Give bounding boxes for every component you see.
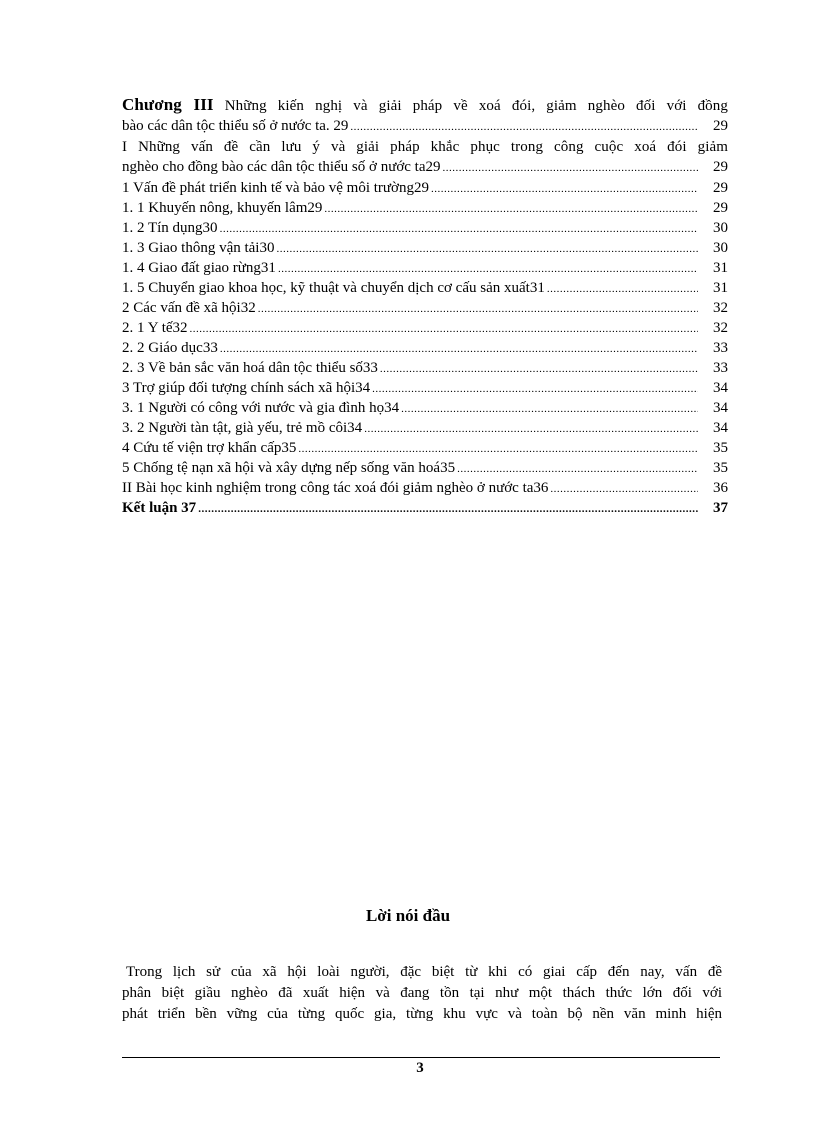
toc-entry[interactable]	[122, 398, 728, 418]
toc-page-number: 31	[713, 260, 728, 276]
toc-leader-dots	[350, 117, 698, 137]
paragraph-line: phát triển bền vững của từng quốc gia, từng khu vực và toàn bộ nền văn minh hiện	[122, 1006, 722, 1022]
chapter-label: Chương III	[122, 95, 214, 114]
toc-leader-dots	[457, 459, 698, 479]
toc-entry-text: 4 Cứu tế viện trợ khẩn cấp35	[122, 440, 297, 456]
toc-entry-line	[122, 498, 728, 519]
paragraph-line: phân biệt giầu nghèo đã xuất hiện và đang tồn tại như một thách thức lớn đối với	[122, 985, 722, 1001]
toc-entry-line	[122, 238, 728, 259]
toc-entry[interactable]	[122, 278, 728, 298]
toc-entry-text: 2. 2 Giáo dục33	[122, 340, 218, 356]
page-number: 3	[416, 1060, 424, 1076]
toc-entry-line: I Những vấn đề cần lưu ý và giải pháp khắc phục trong công cuộc xoá đói giảm	[122, 139, 728, 155]
toc-page-number: 34	[713, 380, 728, 396]
toc-page-number: 34	[713, 420, 728, 436]
toc-leader-dots	[324, 199, 698, 219]
toc-page-number: 29	[713, 118, 728, 134]
chapter-title-text: Những kiến nghị và giải pháp về xoá đói, giảm nghèo đối với đồng	[224, 98, 728, 114]
toc-entry[interactable]	[122, 198, 728, 218]
toc-page-number: 33	[713, 340, 728, 356]
toc-leader-dots	[372, 379, 698, 399]
toc-entry[interactable]	[122, 258, 728, 278]
toc-entry-line	[122, 218, 728, 239]
toc-entry-text: nghèo cho đồng bào các dân tộc thiểu số ở nước ta29	[122, 159, 441, 175]
toc-leader-dots	[198, 499, 698, 519]
toc-entry[interactable]	[122, 298, 728, 318]
toc-page-number: 33	[713, 360, 728, 376]
toc-entry-text: 2. 3 Về bản sắc văn hoá dân tộc thiểu số33	[122, 360, 378, 376]
toc-entry[interactable]	[122, 338, 728, 358]
toc-entry-line	[122, 258, 728, 279]
toc-entry-line	[122, 298, 728, 319]
toc-leader-dots	[190, 319, 698, 339]
toc-entry-line	[122, 95, 728, 116]
toc-entry-line	[122, 438, 728, 459]
toc-page-number: 35	[713, 460, 728, 476]
toc-leader-dots	[550, 479, 698, 499]
toc-entry-conclusion[interactable]	[122, 498, 728, 518]
toc-entry-line	[122, 178, 728, 199]
toc-entry-text: II Bài học kinh nghiệm trong công tác xoá đói giảm nghèo ở nước ta36	[122, 480, 549, 496]
toc-entry-line	[122, 318, 728, 339]
toc-entry-text: 2 Các vấn đề xã hội32	[122, 300, 256, 316]
toc-entry-line	[122, 418, 728, 439]
toc-leader-dots	[298, 439, 698, 459]
toc-entry-line	[122, 378, 728, 399]
toc-entry-line	[122, 478, 728, 499]
toc-entry-text: 1. 4 Giao đất giao rừng31	[122, 260, 276, 276]
toc-leader-dots	[443, 158, 699, 178]
toc-page-number: 32	[713, 320, 728, 336]
toc-entry[interactable]	[122, 418, 728, 438]
toc-page-number: 29	[713, 159, 728, 175]
toc-entry[interactable]	[122, 318, 728, 338]
toc-page-number: 34	[713, 400, 728, 416]
toc-entry-text: Kết luận 37	[122, 500, 197, 516]
toc-entry[interactable]	[122, 238, 728, 258]
toc-page-number: 36	[713, 480, 728, 496]
toc-entry-text: 3. 2 Người tàn tật, già yếu, trẻ mồ côi34	[122, 420, 363, 436]
toc-entry-section-1[interactable]	[122, 137, 728, 178]
toc-entry-list	[122, 178, 728, 498]
toc-page-number: 29	[713, 200, 728, 216]
preface-paragraph	[122, 962, 722, 1025]
toc-page-number: 31	[713, 280, 728, 296]
toc-leader-dots	[380, 359, 698, 379]
toc-entry-line	[122, 458, 728, 479]
toc-entry-text: 3 Trợ giúp đối tượng chính sách xã hội34	[122, 380, 371, 396]
toc-page-number: 29	[713, 180, 728, 196]
toc-leader-dots	[431, 179, 698, 199]
toc-entry[interactable]	[122, 458, 728, 478]
toc-leader-dots	[364, 419, 698, 439]
toc-leader-dots	[278, 259, 698, 279]
table-of-contents	[122, 95, 728, 518]
toc-entry-text: 1. 3 Giao thông vận tải30	[122, 240, 275, 256]
toc-entry[interactable]	[122, 378, 728, 398]
toc-page-number: 32	[713, 300, 728, 316]
toc-entry-text: bào các dân tộc thiểu số ở nước ta. 29	[122, 118, 349, 134]
toc-entry-text: 1. 2 Tín dụng30	[122, 220, 218, 236]
toc-entry-text: 2. 1 Y tế32	[122, 320, 188, 336]
toc-leader-dots	[276, 239, 698, 259]
toc-entry[interactable]	[122, 438, 728, 458]
toc-entry-text: 1. 5 Chuyển giao khoa học, kỹ thuật và chuyển dịch cơ cấu sản xuất31	[122, 280, 545, 296]
toc-page-number: 30	[713, 240, 728, 256]
toc-entry-line	[122, 198, 728, 219]
toc-entry-text: 3. 1 Người có công với nước và gia đình họ34	[122, 400, 400, 416]
toc-leader-dots	[258, 299, 698, 319]
toc-entry[interactable]	[122, 218, 728, 238]
toc-entry-line	[122, 278, 728, 299]
toc-entry-text: 1. 1 Khuyến nông, khuyến lâm29	[122, 200, 323, 216]
toc-entry[interactable]	[122, 478, 728, 498]
toc-page-number: 35	[713, 440, 728, 456]
toc-entry-text: 5 Chống tệ nạn xã hội và xây dựng nếp sống văn hoá35	[122, 460, 456, 476]
toc-leader-dots	[220, 339, 698, 359]
toc-entry-chapter-3[interactable]	[122, 95, 728, 137]
toc-entry-line	[122, 398, 728, 419]
footer-divider	[122, 1057, 720, 1058]
toc-entry-line	[122, 338, 728, 359]
toc-entry[interactable]	[122, 358, 728, 378]
toc-entry[interactable]	[122, 178, 728, 198]
preface-heading: Lời nói đầu	[365, 906, 451, 925]
toc-page-number: 37	[713, 500, 728, 516]
toc-leader-dots	[401, 399, 698, 419]
toc-entry-line	[122, 358, 728, 379]
paragraph-line: Trong lịch sử của xã hội loài người, đặc biệt từ khi có giai cấp đến nay, vấn đề	[126, 964, 722, 980]
toc-page-number: 30	[713, 220, 728, 236]
toc-entry-line	[122, 116, 728, 137]
toc-entry-text: 1 Vấn đề phát triển kinh tế và bảo vệ môi trường29	[122, 180, 429, 196]
toc-entry-line	[122, 157, 728, 178]
toc-leader-dots	[547, 279, 698, 299]
toc-leader-dots	[220, 219, 698, 239]
